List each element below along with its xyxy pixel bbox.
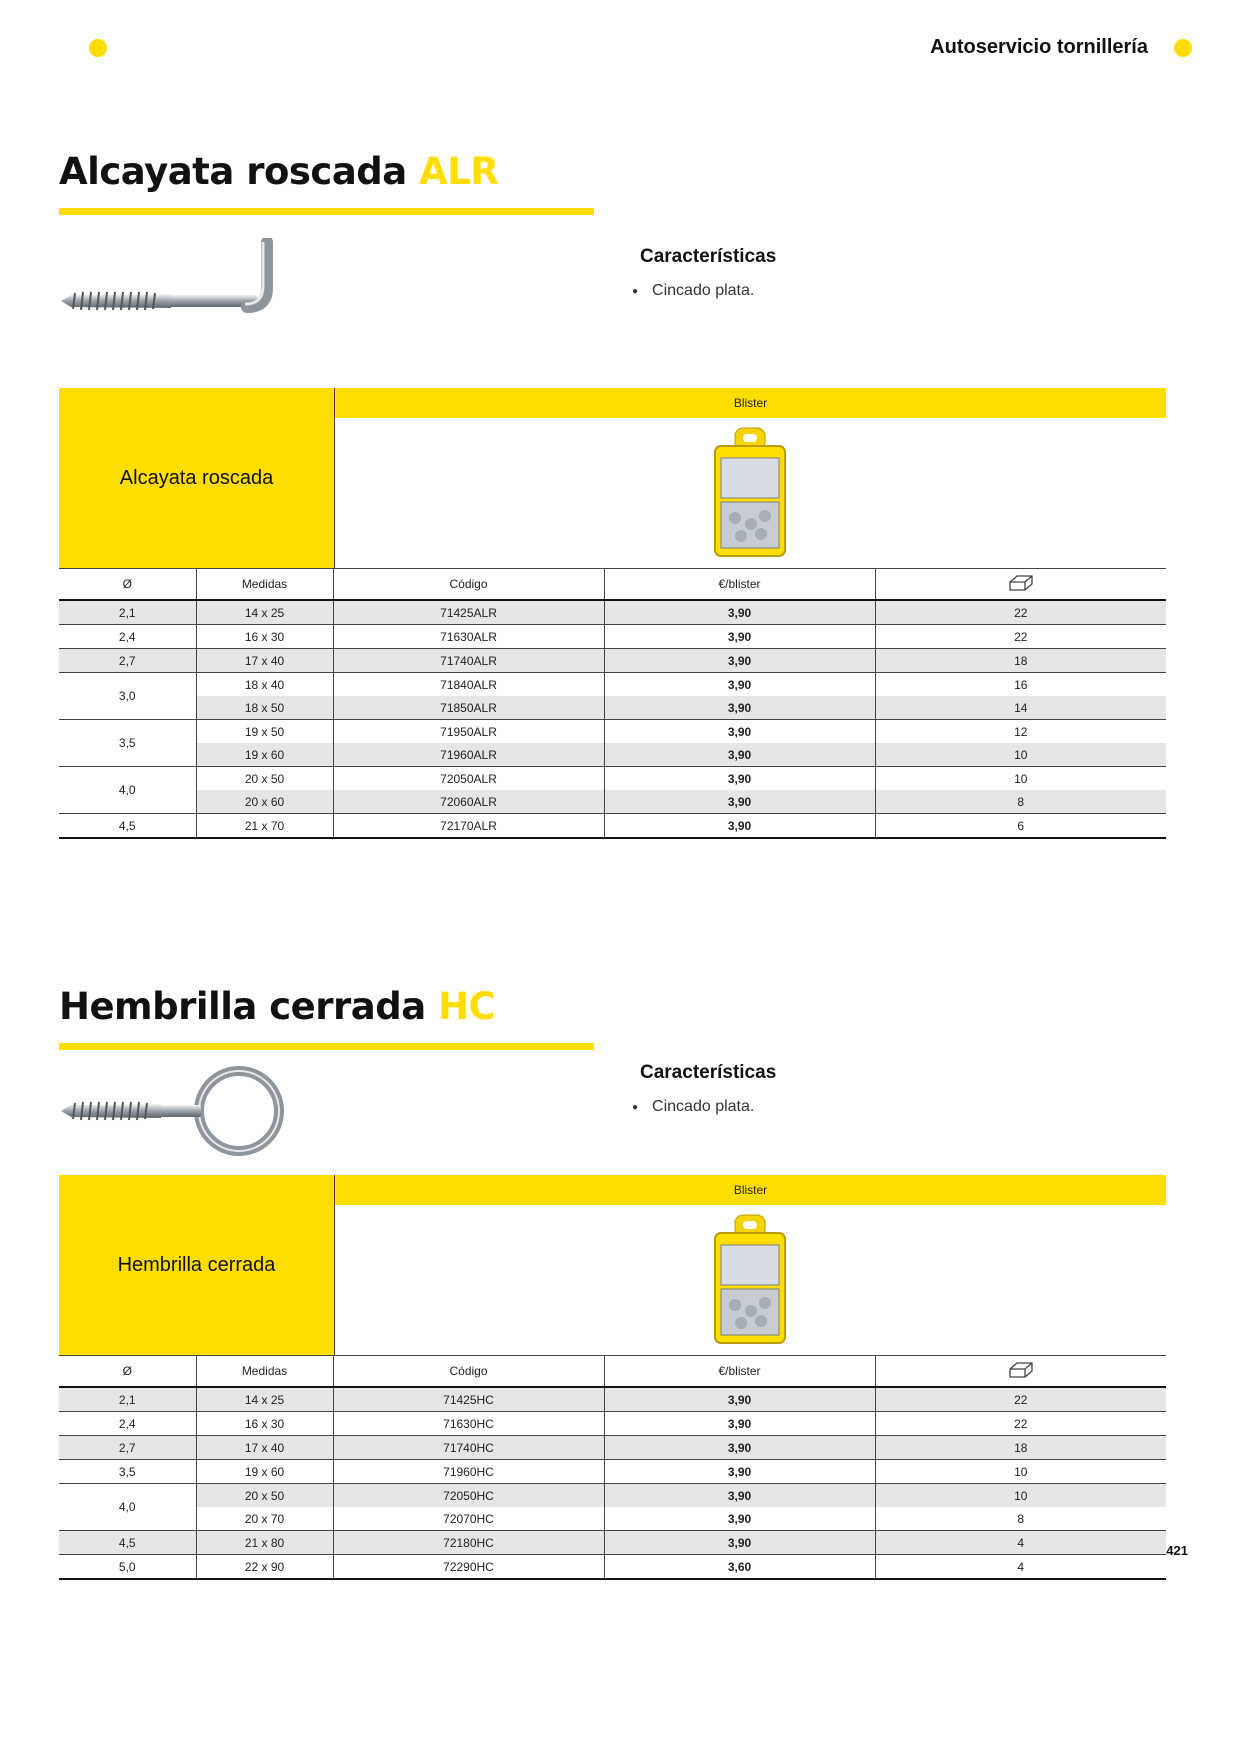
characteristics-item-text: Cincado plata. [652,282,755,299]
cell-diameter: 2,7 [59,649,196,673]
cell-price: 3,90 [604,1507,875,1531]
cell-codigo: 72180HC [333,1531,604,1555]
cell-quantity: 8 [875,790,1166,814]
col-header-box [875,569,1166,601]
cell-price: 3,90 [604,1484,875,1508]
table-row [59,720,1166,744]
col-header-price: €/blister [604,1356,875,1388]
cell-quantity: 18 [875,649,1166,673]
characteristics [632,1062,777,1116]
cell-medidas: 22 x 90 [196,1555,333,1580]
cell-price: 3,60 [604,1555,875,1580]
product-table [59,1175,1166,1580]
col-header-codigo: Código [333,1356,604,1388]
cell-diameter: 4,0 [59,1484,196,1531]
table-row [59,696,1166,720]
col-header-diameter: Ø [59,569,196,601]
table-row [59,1387,1166,1412]
product-section-hc [59,985,1166,1574]
cell-quantity: 8 [875,1507,1166,1531]
cell-medidas: 18 x 40 [196,673,333,697]
cell-diameter: 5,0 [59,1555,196,1580]
cell-medidas: 19 x 50 [196,720,333,744]
cell-codigo: 71425HC [333,1387,604,1412]
characteristics-title: Características [640,246,777,267]
cell-quantity: 22 [875,1412,1166,1436]
table-product-name: Hembrilla cerrada [59,1175,334,1355]
data-table [59,568,1166,839]
title-underline [59,1043,594,1050]
characteristics-item [632,1098,776,1116]
cell-codigo: 71740HC [333,1436,604,1460]
table-row [59,814,1166,839]
cell-codigo: 72290HC [333,1555,604,1580]
table-row [59,743,1166,767]
blister-pack-icon [335,418,1166,568]
cell-diameter: 3,5 [59,720,196,767]
cell-diameter: 2,4 [59,1412,196,1436]
table-row [59,1507,1166,1531]
cell-medidas: 16 x 30 [196,1412,333,1436]
cell-quantity: 6 [875,814,1166,839]
cell-price: 3,90 [604,720,875,744]
cell-price: 3,90 [604,1460,875,1484]
cell-quantity: 4 [875,1531,1166,1555]
eye-screw-icon [59,1063,289,1168]
cell-price: 3,90 [604,696,875,720]
cell-codigo: 72050ALR [333,767,604,791]
table-row [59,1412,1166,1436]
cell-codigo: 72050HC [333,1484,604,1508]
cell-price: 3,90 [604,1387,875,1412]
cell-quantity: 10 [875,1460,1166,1484]
cell-price: 3,90 [604,625,875,649]
col-header-medidas: Medidas [196,1356,333,1388]
cell-price: 3,90 [604,790,875,814]
cell-codigo: 71840ALR [333,673,604,697]
pack-type-label: Blister [335,1175,1166,1205]
cell-price: 3,90 [604,767,875,791]
cell-diameter: 3,0 [59,673,196,720]
characteristics-title: Características [640,1062,777,1083]
cell-diameter: 4,5 [59,814,196,839]
box-icon [1007,1360,1035,1380]
title-underline [59,208,594,215]
header-dot-left [89,39,107,57]
table-row [59,600,1166,625]
cell-diameter: 2,4 [59,625,196,649]
product-section-alr [59,150,1166,833]
cell-codigo: 71425ALR [333,600,604,625]
header-dot-right [1174,39,1192,57]
cell-codigo: 71850ALR [333,696,604,720]
col-header-price: €/blister [604,569,875,601]
cell-quantity: 16 [1014,677,1028,692]
cell-price: 3,90 [604,649,875,673]
cell-quantity: 22 [875,625,1166,649]
section-title-text: Alcayata roscada [59,150,407,193]
cell-codigo: 71630ALR [333,625,604,649]
table-row [59,767,1166,791]
cell-price: 3,90 [604,600,875,625]
cell-quantity: 18 [875,1436,1166,1460]
cell-quantity: 4 [875,1555,1166,1580]
cell-diameter: 4,5 [59,1531,196,1555]
cell-medidas: 20 x 50 [196,767,333,791]
col-header-box [875,1356,1166,1388]
cell-codigo: 71950ALR [333,720,604,744]
cell-codigo: 71740ALR [333,649,604,673]
cell-codigo: 72070HC [333,1507,604,1531]
cell-diameter: 3,5 [59,1460,196,1484]
l-hook-screw-icon [59,238,289,338]
cell-codigo: 72060ALR [333,790,604,814]
cell-medidas: 19 x 60 [196,743,333,767]
cell-diameter: 2,1 [59,600,196,625]
table-row [59,673,1166,697]
cell-price: 3,90 [604,673,875,697]
cell-medidas: 19 x 60 [196,1460,333,1484]
cell-quantity: 12 [1014,724,1028,739]
cell-quantity: 22 [875,1387,1166,1412]
cell-codigo: 72170ALR [333,814,604,839]
table-body [59,1387,1166,1579]
section-title [59,985,1166,1028]
cell-medidas: 18 x 50 [196,696,333,720]
col-header-diameter: Ø [59,1356,196,1388]
table-row [59,625,1166,649]
page-number: 421 [1166,1543,1188,1558]
cell-price: 3,90 [604,1436,875,1460]
table-body [59,600,1166,838]
cell-medidas: 20 x 60 [196,790,333,814]
cell-medidas: 21 x 80 [196,1531,333,1555]
cell-medidas: 20 x 70 [196,1507,333,1531]
cell-diameter: 2,7 [59,1436,196,1460]
product-table [59,388,1166,839]
cell-medidas: 14 x 25 [196,600,333,625]
table-row [59,649,1166,673]
table-row [59,1531,1166,1555]
cell-quantity: 10 [875,1484,1166,1508]
bullet-icon: ● [632,285,639,297]
table-row [59,1555,1166,1580]
section-title-code: HC [438,985,496,1028]
bullet-icon: ● [632,1101,639,1113]
cell-codigo: 71630HC [333,1412,604,1436]
box-icon [1007,573,1035,593]
cell-quantity: 22 [875,600,1166,625]
blister-pack-icon [335,1205,1166,1355]
cell-price: 3,90 [604,743,875,767]
characteristics-item-text: Cincado plata. [652,1098,755,1115]
cell-medidas: 16 x 30 [196,625,333,649]
col-header-medidas: Medidas [196,569,333,601]
col-header-codigo: Código [333,569,604,601]
section-title-text: Hembrilla cerrada [59,985,426,1028]
cell-price: 3,90 [604,814,875,839]
section-title-code: ALR [419,150,499,193]
cell-quantity: 10 [875,743,1166,767]
characteristics [632,246,777,300]
cell-codigo: 71960ALR [333,743,604,767]
cell-diameter: 4,0 [59,767,196,814]
table-row [59,1436,1166,1460]
table-row [59,1484,1166,1508]
cell-price: 3,90 [604,1412,875,1436]
data-table [59,1355,1166,1580]
cell-quantity: 10 [1014,771,1028,786]
cell-codigo: 71960HC [333,1460,604,1484]
cell-medidas: 20 x 50 [196,1484,333,1508]
pack-type-label: Blister [335,388,1166,418]
characteristics-item [632,282,776,300]
header-title: Autoservicio tornillería [930,36,1148,58]
table-row [59,790,1166,814]
table-product-name: Alcayata roscada [59,388,334,568]
cell-medidas: 17 x 40 [196,1436,333,1460]
cell-medidas: 14 x 25 [196,1387,333,1412]
cell-medidas: 17 x 40 [196,649,333,673]
cell-diameter: 2,1 [59,1387,196,1412]
cell-price: 3,90 [604,1531,875,1555]
table-row [59,1460,1166,1484]
cell-quantity: 14 [875,696,1166,720]
cell-medidas: 21 x 70 [196,814,333,839]
section-title [59,150,1166,193]
